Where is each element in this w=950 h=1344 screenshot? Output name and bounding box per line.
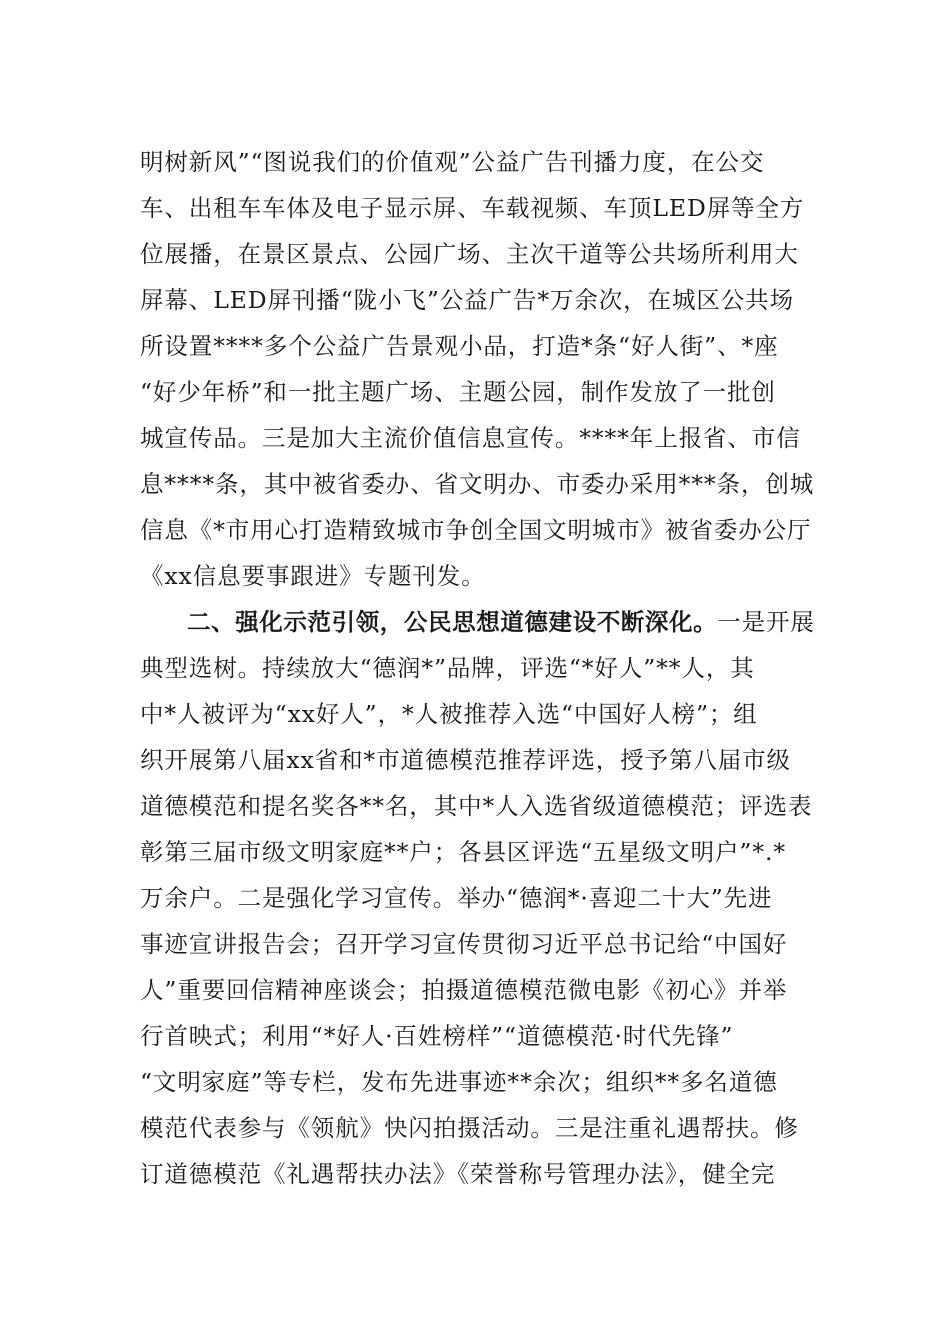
text-line: 典型选树。持续放大“德润*”品牌，评选“*好人”**人，其 xyxy=(140,654,755,682)
text-line: 模范代表参与《领航》快闪拍摄活动。三是注重礼遇帮扶。修 xyxy=(140,1114,799,1142)
text-line: 城宣传品。三是加大主流价值信息宣传。****年上报省、市信 xyxy=(140,424,801,452)
text-line: 道德模范和提名奖各**名，其中*人入选省级道德模范；评选表 xyxy=(140,792,813,820)
text-line: 位展播，在景区景点、公园广场、主次干道等公共场所利用大 xyxy=(140,240,799,268)
text-line: “好少年桥”和一批主题广场、主题公园，制作发放了一批创 xyxy=(140,378,776,406)
text-line: “文明家庭”等专栏，发布先进事迹**余次；组织**多名道德 xyxy=(140,1068,778,1096)
text-line: 明树新风”“图说我们的价值观”公益广告刊播力度，在公交 xyxy=(140,148,765,176)
text-line: 息****条，其中被省委办、省文明办、市委办采用***条，创城 xyxy=(140,470,815,498)
text-line: 行首映式；利用“*好人·百姓榜样”“道德模范·时代先锋” xyxy=(140,1022,734,1050)
text-line: 中*人被评为“xx好人”，*人被推荐入选“中国好人榜”；组 xyxy=(140,700,758,728)
text-line: 所设置****多个公益广告景观小品，打造*条“好人街”、*座 xyxy=(140,332,779,360)
text-line: 人”重要回信精神座谈会；拍摄道德模范微电影《初心》并举 xyxy=(140,976,788,1004)
heading-continuation: 一是开展 xyxy=(717,608,815,636)
text-line: 彰第三届市级文明家庭**户；各县区评选“五星级文明户”*.* xyxy=(140,838,786,866)
paragraph-first-line xyxy=(187,602,815,642)
section-heading: 二、强化示范引领，公民思想道德建设不断深化。 xyxy=(187,608,718,636)
text-line: 车、出租车车体及电子显示屏、车载视频、车顶LED屏等全方 xyxy=(140,194,805,222)
text-line: 屏幕、LED屏刊播“陇小飞”公益广告*万余次，在城区公共场 xyxy=(140,286,794,314)
text-line: 《xx信息要事跟进》专题刊发。 xyxy=(140,562,486,590)
text-line: 万余户。二是强化学习宣传。举办“德润*·喜迎二十大”先进 xyxy=(140,884,773,912)
text-line: 订道德模范《礼遇帮扶办法》《荣誉称号管理办法》，健全完 xyxy=(140,1160,776,1188)
text-line: 事迹宣讲报告会；召开学习宣传贯彻习近平总书记给“中国好 xyxy=(140,930,788,958)
text-line: 织开展第八届xx省和*市道德模范推荐评选，授予第八届市级 xyxy=(140,746,791,774)
text-line: 信息《*市用心打造精致城市争创全国文明城市》被省委办公厅 xyxy=(140,516,812,544)
